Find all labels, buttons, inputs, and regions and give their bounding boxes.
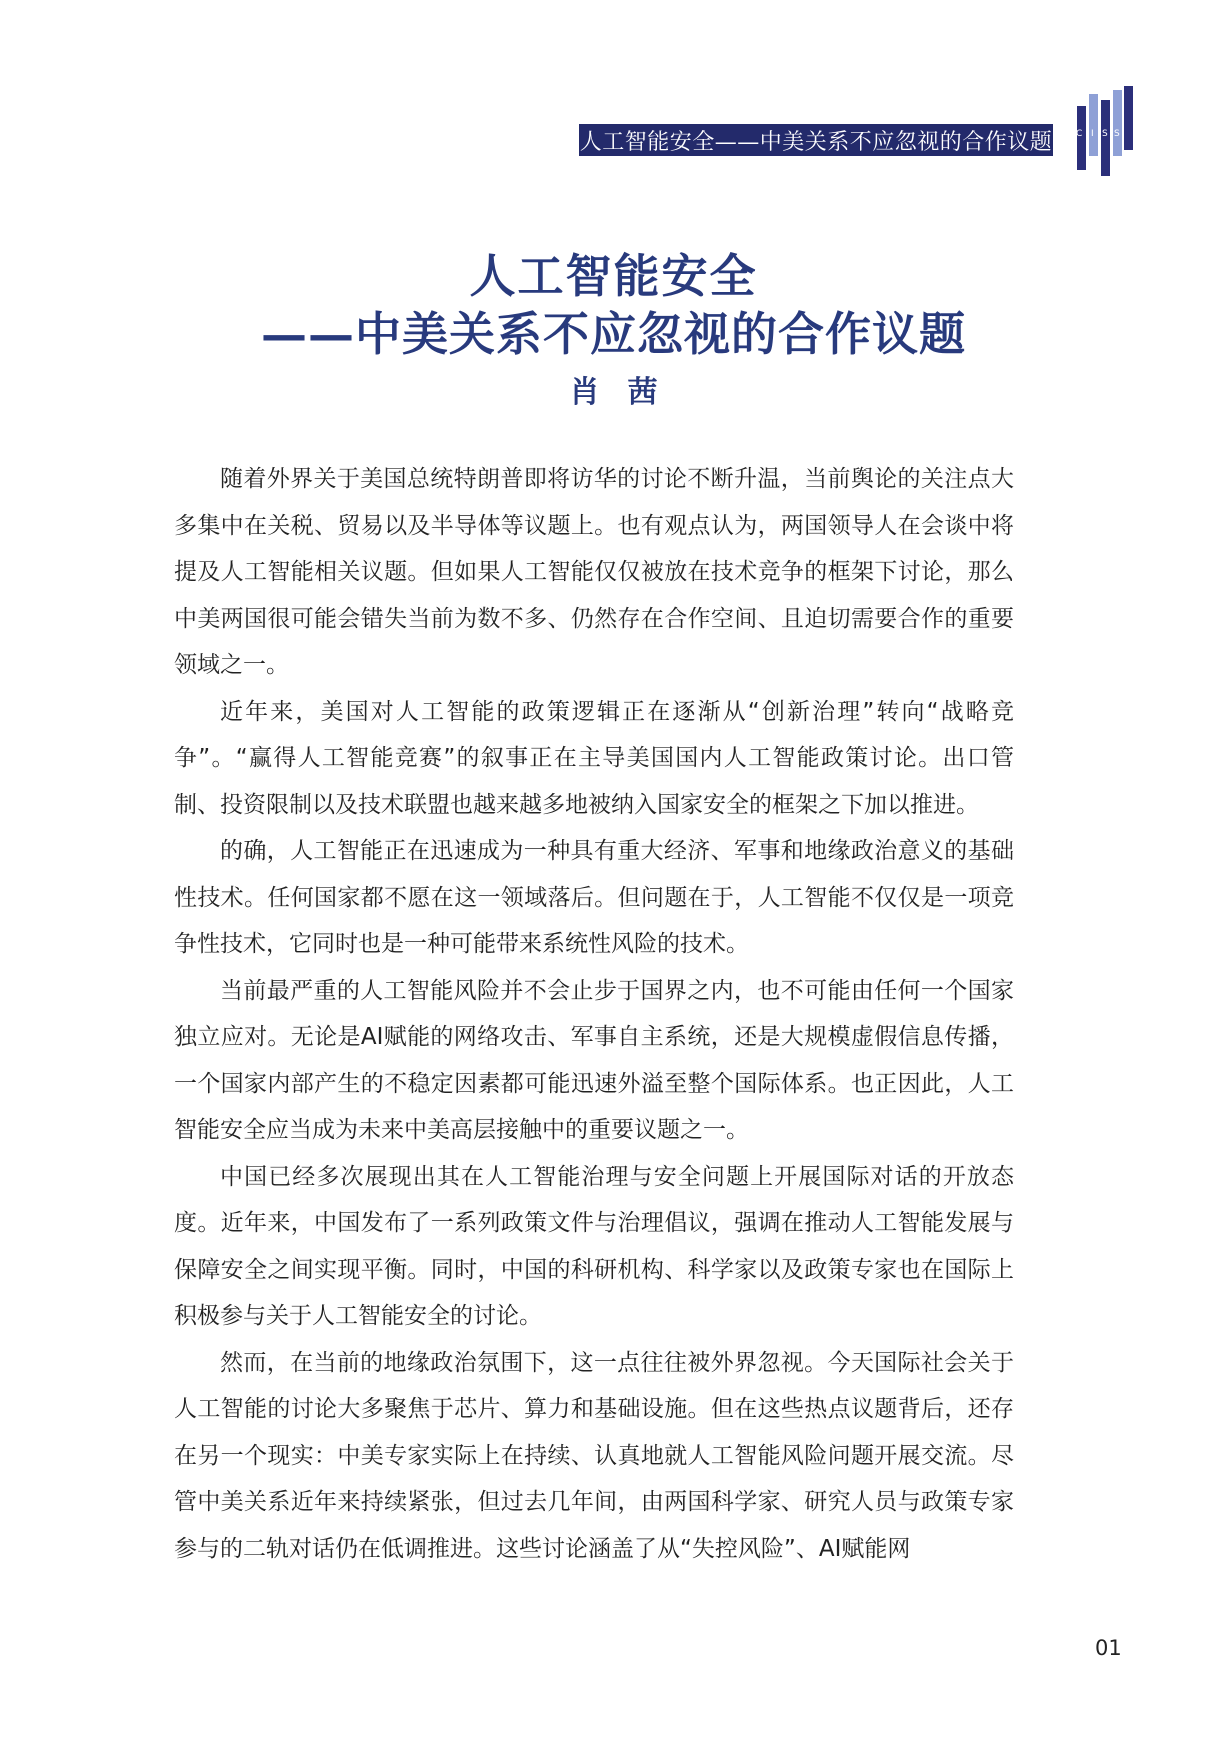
running-header-title: 人工智能安全——中美关系不应忽视的合作议题: [579, 129, 1053, 155]
logo-letter-s1: S: [1102, 129, 1108, 139]
running-header: [579, 124, 1053, 156]
ciss-logo: [1075, 86, 1135, 176]
logo-letter-i: I: [1091, 129, 1094, 139]
article-author: 肖茜: [569, 375, 686, 410]
paragraph: 中国已经多次展现出其在人工智能治理与安全问题上开展国际对话的开放态度。近年来，中国发布了一系列政策文件与治理倡议，强调在推动人工智能发展与保障安全之间实现平衡。同时，中国的科研机构、科学家以及政策专家也在国际上积极参与关于人工智能安全的讨论。: [174, 1163, 1014, 1329]
paragraph: 近年来，美国对人工智能的政策逻辑正在逐渐从“创新治理”转向“战略竞争”。“赢得人工智能竞赛”的叙事正在主导美国国内人工智能政策讨论。出口管制、投资限制以及技术联盟也越来越多地被纳入国家安全的框架之下加以推进。: [174, 698, 1014, 818]
paragraph: 随着外界关于美国总统特朗普即将访华的讨论不断升温，当前舆论的关注点大多集中在关税、贸易以及半导体等议题上。也有观点认为，两国领导人在会谈中将提及人工智能相关议题。但如果人工智能仅仅被放在技术竞争的框架下讨论，那么中美两国很可能会错失当前为数不多、仍然存在合作空间、且迫切需要合作的重要领域之一。: [174, 466, 1014, 678]
paragraph: 当前最严重的人工智能风险并不会止步于国界之内，也不可能由任何一个国家独立应对。无论是AI赋能的网络攻击、军事自主系统，还是大规模虚假信息传播，一个国家内部产生的不稳定因素都可能迅速外溢至整个国际体系。也正因此，人工智能安全应当成为未来中美高层接触中的重要议题之一。: [174, 977, 1014, 1143]
page-number: 01: [1095, 1636, 1122, 1660]
article-title-line2: ——中美关系不应忽视的合作议题: [261, 307, 966, 361]
logo-letter-c: C: [1076, 129, 1083, 139]
paragraph: 然而，在当前的地缘政治氛围下，这一点往往被外界忽视。今天国际社会关于人工智能的讨论大多聚焦于芯片、算力和基础设施。但在这些热点议题背后，还存在另一个现实：中美专家实际上在持续、认真地就人工智能风险问题开展交流。尽管中美关系近年来持续紧张，但过去几年间，由两国科学家、研究人员与政策专家参与的二轨对话仍在低调推进。这些讨论涵盖了从“失控风险”、AI赋能网: [174, 1349, 1014, 1562]
article-body: [174, 456, 1014, 1572]
paragraph: 的确，人工智能正在迅速成为一种具有重大经济、军事和地缘政治意义的基础性技术。任何国家都不愿在这一领域落后。但问题在于，人工智能不仅仅是一项竞争性技术，它同时也是一种可能带来系统性风险的技术。: [174, 838, 1014, 957]
logo-letter-s2: S: [1114, 129, 1120, 139]
article-title-line1: 人工智能安全: [469, 249, 758, 303]
